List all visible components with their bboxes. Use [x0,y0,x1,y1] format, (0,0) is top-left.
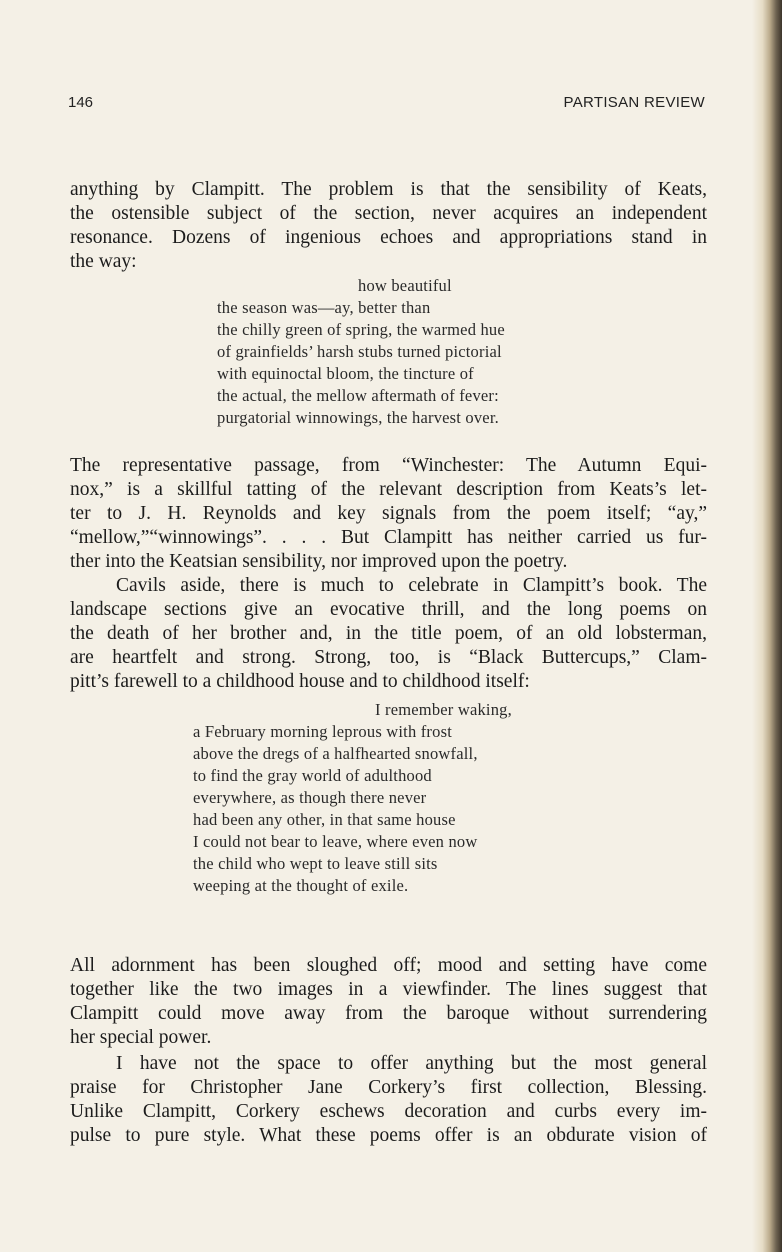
prose-line: pitt’s farewell to a childhood house and to childhood itself: [70,671,530,692]
poem-line: how beautiful [358,276,452,295]
page-number: 146 [68,94,94,111]
prose-line: her special power. [70,1027,212,1048]
prose-line: ter to J. H. Reynolds and key signals from the poem itself; “ay,” [70,503,707,524]
prose-line: landscape sections give an evocative thrill, and the long poems on [70,599,707,620]
poem-line: I remember waking, [375,700,512,719]
prose-line: nox,” is a skillful tatting of the relevant description from Keats’s let- [70,479,707,500]
prose-line: the death of her brother and, in the title poem, of an old lobsterman, [70,623,707,644]
poem-line: purgatorial winnowings, the harvest over. [217,408,499,427]
prose-line: the way: [70,251,137,272]
book-binding-shadow [752,0,782,1252]
poem-line: the child who wept to leave still sits [193,854,438,873]
running-title: PARTISAN REVIEW [563,94,705,111]
prose-line: Clampitt could move away from the baroque without surrendering [70,1003,707,1024]
poem-line: of grainfields’ harsh stubs turned pictorial [217,342,502,361]
poem-line: a February morning leprous with frost [193,722,452,741]
poem-line: to find the gray world of adulthood [193,766,432,785]
prose-line: resonance. Dozens of ingenious echoes and appropriations stand in [70,227,707,248]
poem-line: the chilly green of spring, the warmed hue [217,320,505,339]
poem-line: I could not bear to leave, where even now [193,832,478,851]
prose-line: are heartfelt and strong. Strong, too, is “Black Buttercups,” Clam- [70,647,707,668]
poem-line: with equinoctal bloom, the tincture of [217,364,474,383]
prose-line: The representative passage, from “Winchester: The Autumn Equi- [70,455,707,476]
prose-line: ther into the Keatsian sensibility, nor improved upon the poetry. [70,551,568,572]
prose-line: the ostensible subject of the section, never acquires an independent [70,203,707,224]
poem-line: everywhere, as though there never [193,788,427,807]
prose-line: pulse to pure style. What these poems offer is an obdurate vision of [70,1125,707,1146]
prose-line: anything by Clampitt. The problem is that the sensibility of Keats, [70,179,707,200]
prose-line: Unlike Clampitt, Corkery eschews decoration and curbs every im- [70,1101,707,1122]
poem-line: above the dregs of a halfhearted snowfall, [193,744,478,763]
poem-line: weeping at the thought of exile. [193,876,409,895]
poem-line: the actual, the mellow aftermath of fever: [217,386,499,405]
prose-line: “mellow,”“winnowings”. . . . But Clampitt has neither carried us fur- [70,527,707,548]
prose-line: All adornment has been sloughed off; mood and setting have come [70,955,707,976]
paragraph-first-line: Cavils aside, there is much to celebrate in Clampitt’s book. The [116,575,707,596]
paragraph-first-line: I have not the space to offer anything but the most general [116,1053,707,1074]
poem-line: had been any other, in that same house [193,810,456,829]
prose-line: praise for Christopher Jane Corkery’s first collection, Blessing. [70,1077,707,1098]
poem-line: the season was—ay, better than [217,298,431,317]
prose-line: together like the two images in a viewfinder. The lines suggest that [70,979,707,1000]
